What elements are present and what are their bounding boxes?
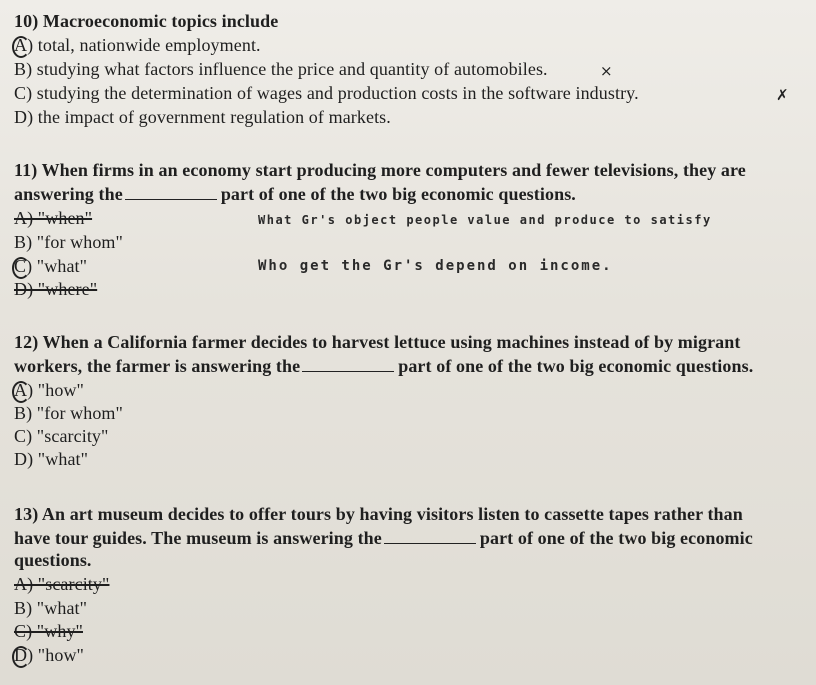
handwritten-note-what: What Gr's object people value and produce to satisfy: [258, 213, 712, 227]
q11-answer-blank[interactable]: [125, 185, 217, 200]
q12-option-c[interactable]: C) "scarcity": [14, 426, 109, 446]
q13-stem-line3: questions.: [14, 550, 92, 570]
wrong-check-mark: ✗: [776, 86, 789, 104]
q12-answer-blank[interactable]: [302, 357, 394, 372]
q11-option-d[interactable]: D) "where": [14, 279, 98, 299]
q13-stem-line1: 13) An art museum decides to offer tours by having visitors listen to cassette tapes rather than: [14, 504, 743, 524]
q12-option-b[interactable]: B) "for whom": [14, 403, 123, 423]
handwritten-note-who: Who get the Gr's depend on income.: [258, 258, 613, 274]
q13-option-c[interactable]: C) "why": [14, 621, 83, 641]
answer-circle-mark: [12, 36, 30, 58]
q10-option-a[interactable]: A) total, nationwide employment.: [14, 35, 261, 55]
q12-stem-line1: 12) When a California farmer decides to harvest lettuce using machines instead of by migrant: [14, 332, 741, 352]
q11-option-b[interactable]: B) "for whom": [14, 232, 123, 252]
q11-stem-line2: [14, 183, 576, 205]
q13-stem-pre: have tour guides. The museum is answering the: [14, 528, 382, 548]
q11-option-a[interactable]: A) "when": [14, 208, 93, 228]
q12-option-a[interactable]: A) "how": [14, 380, 84, 400]
q12-stem-pre: workers, the farmer is answering the: [14, 356, 301, 376]
q13-stem-line2: [14, 527, 753, 549]
q11-stem-line1: 11) When firms in an economy start producing more computers and fewer televisions, they are: [14, 160, 746, 180]
q10-option-c[interactable]: C) studying the determination of wages and production costs in the software industry.: [14, 83, 639, 103]
q10-stem: 10) Macroeconomic topics include: [14, 11, 279, 31]
q12-option-d[interactable]: D) "what": [14, 449, 89, 469]
q11-stem-pre: answering the: [14, 184, 123, 204]
wrong-x-mark: ×: [600, 62, 613, 80]
q11-option-c[interactable]: C) "what": [14, 256, 88, 276]
q11-stem-post: part of one of the two big economic questions.: [220, 184, 576, 204]
q12-stem-line2: [14, 355, 753, 377]
q13-answer-blank[interactable]: [384, 529, 476, 544]
q10-option-b[interactable]: B) studying what factors influence the price and quantity of automobiles.: [14, 59, 548, 79]
q10-option-d[interactable]: D) the impact of government regulation of markets.: [14, 107, 391, 127]
q13-stem-post: part of one of the two big economic: [479, 528, 753, 548]
q13-option-a[interactable]: A) "scarcity": [14, 574, 110, 594]
q13-option-b[interactable]: B) "what": [14, 598, 88, 618]
answer-circle-mark: [12, 257, 30, 279]
answer-circle-mark: [12, 381, 30, 403]
q13-option-d[interactable]: D) "how": [14, 645, 84, 665]
q12-stem-post: part of one of the two big economic questions.: [398, 356, 754, 376]
answer-circle-mark: [12, 646, 30, 668]
